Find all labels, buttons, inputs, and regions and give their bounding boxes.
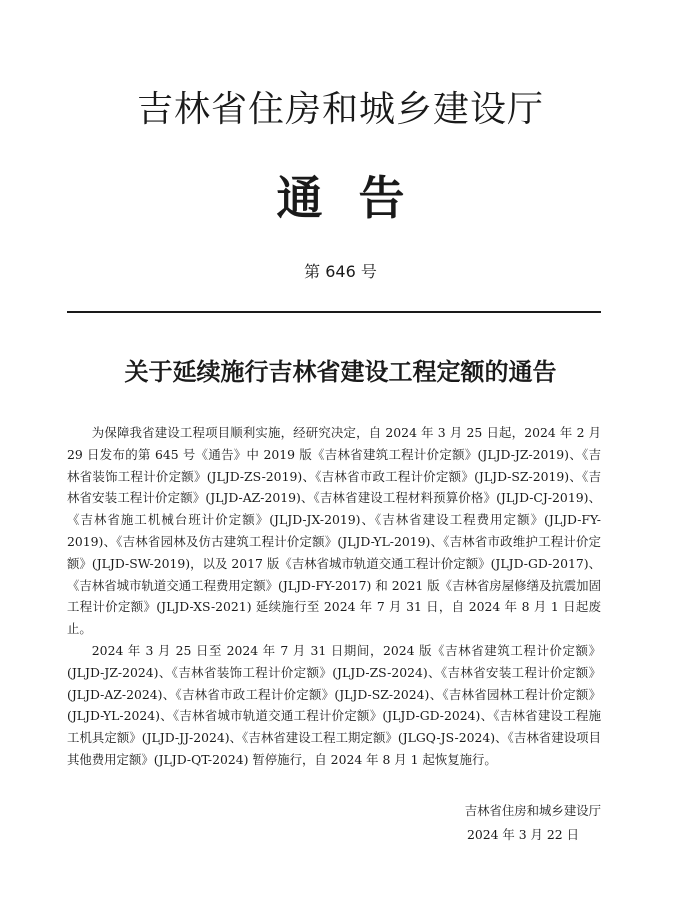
signature-date: 2024 年 3 月 22 日	[466, 827, 579, 842]
body-paragraph-2: 2024 年 3 月 25 日至 2024 年 7 月 31 日期间，2024 版《吉林省建筑工程计价定额》(JLJD-JZ-2024)、《吉林省装饰工程计价定额》(JLJD-ZS-2024)、《吉林省安装工程计价定额》(JLJD-AZ-2024)、《吉林省市政工程计价定额》(JLJD-SZ-2024)、《吉林省园林工程计价定额》(JLJD-YL-2024)、《吉林省城市轨道交通工程计价定额》(JLJD-GD-2024)、《吉林省建设工程施工机具定额》(JLJD-JJ-2024)、《吉林省建设工程工期定额》(JLGQ-JS-2024)、《吉林省建设项目其他费用定额》(JLJD-QT-2024) 暂停施行，自 2024 年 8 月 1 起恢复施行。	[67, 642, 602, 767]
notice-title: 关于延续施行吉林省建设工程定额的通告	[124, 357, 557, 386]
document-number: 第 646 号	[304, 262, 377, 281]
body-paragraph-1: 为保障我省建设工程项目顺利实施，经研究决定，自 2024 年 3 月 25 日起，2024 年 2 月 29 日发布的第 645 号《通告》中 2019 版《吉林省建筑工程计价定额》(JLJD-JZ-2019)、《吉林省装饰工程计价定额》(JLJD-ZS-2019)、《吉林省市政工程计价定额》(JLJD-SZ-2019)、《吉林省安装工程计价定额》(JLJD-AZ-2019)、《吉林省建设工程材料预算价格》(JLJD-CJ-2019)、《吉林省施工机械台班计价定额》(JLJD-JX-2019)、《吉林省建设工程费用定额》(JLJD-FY-2019)、《吉林省园林及仿古建筑工程计价定额》(JLJD-YL-2019)、《吉林省市政维护工程计价定额》(JLJD-SW-2019)，以及 2017 版《吉林省城市轨道交通工程计价定额》(JLJD-GD-2017)、《吉林省城市轨道交通工程费用定额》(JLJD-FY-2017) 和 2021 版《吉林省房屋修缮及抗震加固工程计价定额》(JLJD-XS-2021) 延续施行至 2024 年 7 月 31 日，自 2024 年 8 月 1 日起废止。	[67, 425, 601, 637]
document-type-heading: 通告	[276, 171, 441, 225]
signature-block	[0, 799, 601, 847]
signature-issuer: 吉林省住房和城乡建设厅	[464, 803, 601, 818]
issuer-heading: 吉林省住房和城乡建设厅	[136, 89, 544, 130]
header-divider	[67, 311, 601, 313]
notice-body	[67, 422, 601, 771]
